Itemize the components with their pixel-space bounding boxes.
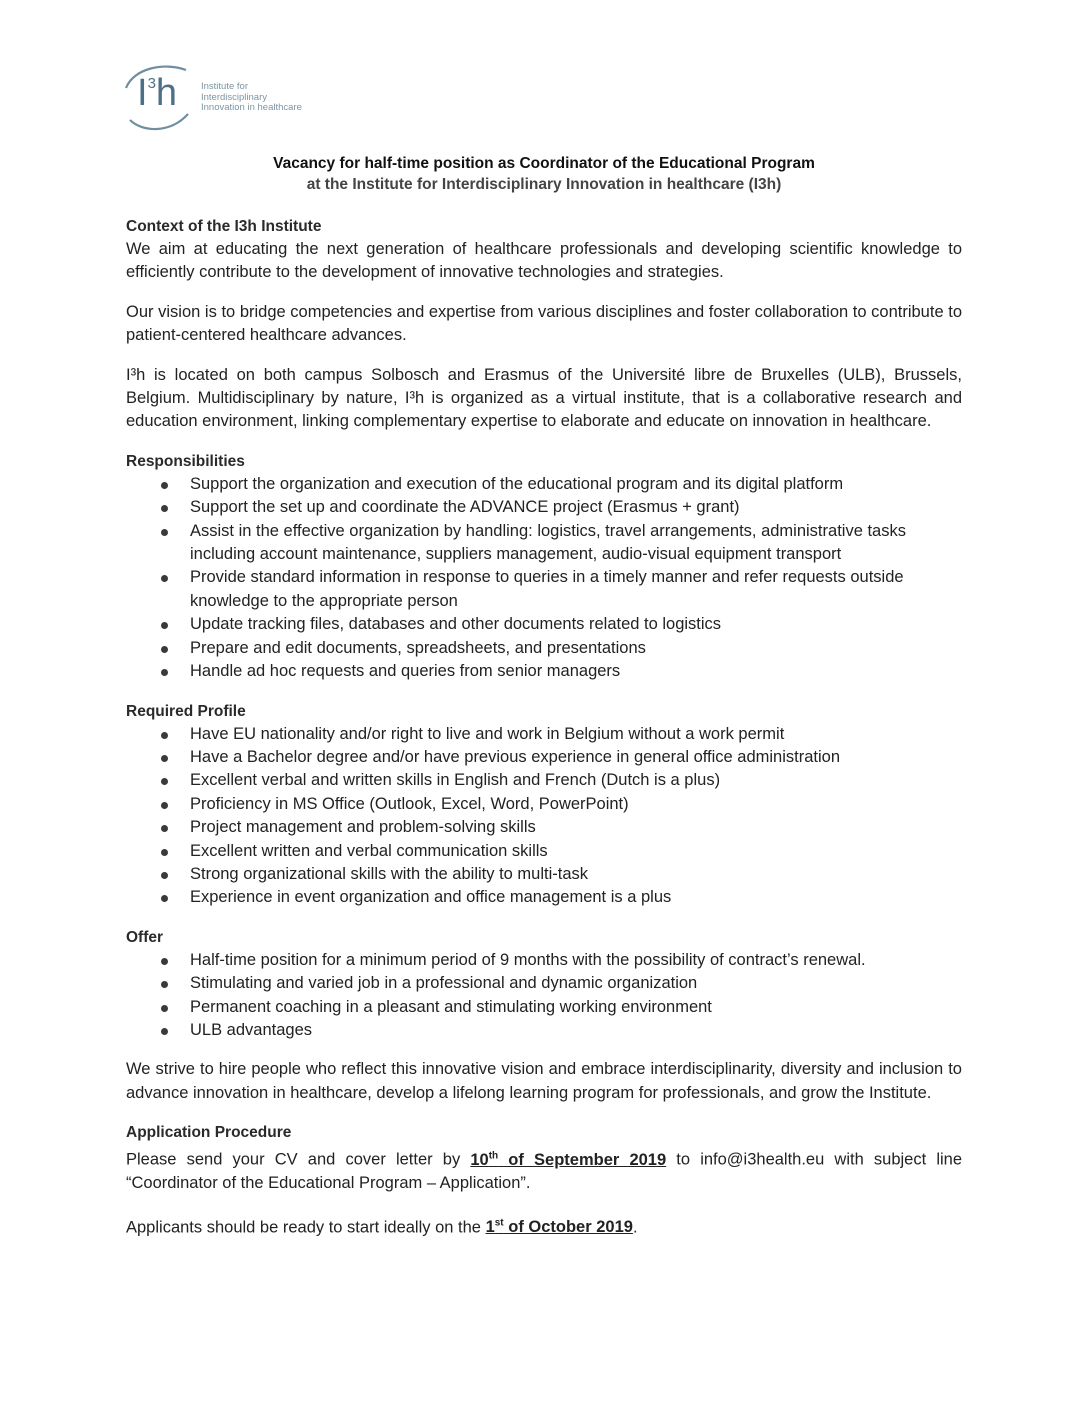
document-title — [0, 153, 1088, 195]
profile-heading: Required Profile — [126, 702, 246, 720]
list-item: Handle ad hoc requests and queries from senior managers — [126, 660, 962, 683]
i3h-logo — [120, 62, 320, 132]
context-paragraph-2: Our vision is to bridge competencies and expertise from various disciplines and foster collaboration to contribute to patient-centered healthcare advances. — [126, 302, 962, 345]
bullet-icon — [161, 778, 168, 785]
profile-section — [126, 700, 962, 910]
application-section — [126, 1121, 962, 1239]
bullet-icon — [161, 981, 168, 988]
bullet-icon — [161, 895, 168, 902]
context-section — [126, 215, 962, 434]
list-item: Experience in event organization and office management is a plus — [126, 886, 962, 909]
list-item: Update tracking files, databases and other documents related to logistics — [126, 613, 962, 636]
context-heading: Context of the I3h Institute — [126, 218, 322, 235]
bullet-icon — [161, 802, 168, 809]
list-item: Provide standard information in response to queries in a timely manner and refer requests outside knowledge to the appropriate person — [126, 566, 962, 613]
bullet-icon — [161, 505, 168, 512]
list-item: ULB advantages — [126, 1019, 962, 1042]
list-item: Prepare and edit documents, spreadsheets, and presentations — [126, 637, 962, 660]
bullet-icon — [161, 622, 168, 629]
document-body — [126, 215, 962, 1239]
list-item: Have a Bachelor degree and/or have previous experience in general office administration — [126, 746, 962, 769]
logo-text: Institute for Interdisciplinary Innovation in healthcare — [201, 81, 302, 113]
list-item: Support the organization and execution of the educational program and its digital platform — [126, 473, 962, 496]
list-item: Proficiency in MS Office (Outlook, Excel, Word, PowerPoint) — [126, 793, 962, 816]
bullet-icon — [161, 755, 168, 762]
list-item: Strong organizational skills with the ability to multi-task — [126, 863, 962, 886]
list-item: Assist in the effective organization by handling: logistics, travel arrangements, administrative tasks including account maintenance, suppliers management, audio-visual equipment transport — [126, 520, 962, 567]
list-item: Excellent verbal and written skills in English and French (Dutch is a plus) — [126, 769, 962, 792]
bullet-icon — [161, 732, 168, 739]
context-paragraph-1: We aim at educating the next generation of healthcare professionals and developing scientific knowledge to efficiently contribute to the development of innovative technologies and strategies. — [126, 240, 962, 282]
bullet-icon — [161, 958, 168, 965]
list-item: Stimulating and varied job in a professional and dynamic organization — [126, 972, 962, 995]
application-paragraph-2: Applicants should be ready to start ideally on the 1st of October 2019. — [126, 1217, 638, 1236]
logo-letters: $I^3h$ — [137, 72, 177, 114]
offer-closing-paragraph: We strive to hire people who reflect this innovative vision and embrace interdisciplinarity, diversity and inclusion to advance innovation in healthcare, develop a lifelong learning program for professionals, and grow the Institute. — [126, 1060, 962, 1102]
title-line-2: at the Institute for Interdisciplinary Innovation in healthcare (I3h) — [306, 176, 782, 193]
list-item: Permanent coaching in a pleasant and stimulating working environment — [126, 996, 962, 1019]
application-paragraph-1: Please send your CV and cover letter by 10th of September 2019 to info@i3health.eu with subject line “Coordinator of the Educational Program – Application”. — [126, 1150, 963, 1193]
deadline-date: 10th of September 2019 — [470, 1150, 667, 1169]
i3h-logo-mark — [120, 62, 192, 132]
responsibilities-list — [126, 473, 962, 684]
bullet-icon — [161, 669, 168, 676]
responsibilities-heading: Responsibilities — [126, 452, 245, 470]
offer-list — [126, 949, 962, 1043]
context-paragraph-3: I³h is located on both campus Solbosch and Erasmus of the Université libre de Bruxelles (ULB), Brussels, Belgium. Multidisciplinary by nature, I³h is organized as a virtual institute, that is a collaborative research and education environment, linking complementary expertise to elaborate and educate on innovation in healthcare. — [126, 365, 962, 431]
bullet-icon — [161, 1028, 168, 1035]
bullet-icon — [161, 1005, 168, 1012]
list-item: Half-time position for a minimum period of 9 months with the possibility of contract’s renewal. — [126, 949, 962, 972]
bullet-icon — [161, 529, 168, 536]
bullet-icon — [161, 575, 168, 582]
application-heading: Application Procedure — [126, 1124, 292, 1142]
title-line-1: Vacancy for half-time position as Coordinator of the Educational Program — [273, 155, 815, 172]
bullet-icon — [161, 872, 168, 879]
list-item: Project management and problem-solving skills — [126, 816, 962, 839]
start-date: 1st of October 2019 — [485, 1217, 633, 1236]
bullet-icon — [161, 482, 168, 489]
list-item: Support the set up and coordinate the ADVANCE project (Erasmus + grant) — [126, 496, 962, 519]
bullet-icon — [161, 825, 168, 832]
bullet-icon — [161, 849, 168, 856]
profile-list — [126, 723, 962, 910]
responsibilities-section — [126, 450, 962, 684]
list-item: Excellent written and verbal communication skills — [126, 840, 962, 863]
list-item: Have EU nationality and/or right to live and work in Belgium without a work permit — [126, 723, 962, 746]
offer-heading: Offer — [126, 928, 164, 946]
bullet-icon — [161, 646, 168, 653]
offer-section — [126, 926, 962, 1105]
